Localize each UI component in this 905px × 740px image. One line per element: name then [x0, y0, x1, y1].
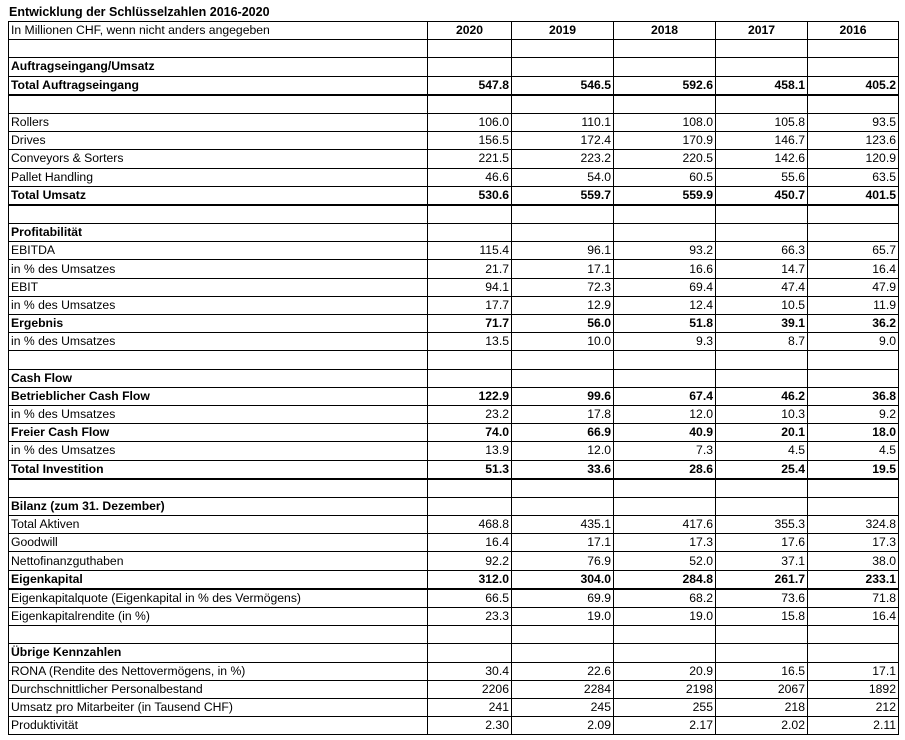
value-cell[interactable]: 223.2: [512, 150, 614, 168]
value-cell[interactable]: [614, 369, 716, 387]
value-cell[interactable]: 11.9: [808, 296, 899, 314]
value-cell[interactable]: [428, 40, 512, 58]
value-cell[interactable]: 10.5: [716, 296, 808, 314]
row-label-cell[interactable]: in % des Umsatzes: [9, 296, 428, 314]
section-heading-row: [9, 644, 899, 662]
value-cell[interactable]: [512, 479, 614, 498]
value-cell[interactable]: 156.5: [428, 132, 512, 150]
row-label-cell[interactable]: Total Auftragseingang: [9, 76, 428, 95]
value-cell[interactable]: 255: [614, 698, 716, 716]
key-figures-table: [8, 21, 899, 735]
value-cell[interactable]: 73.6: [716, 589, 808, 608]
value-cell[interactable]: 15.8: [716, 608, 808, 626]
value-cell[interactable]: 21.7: [428, 260, 512, 278]
value-cell[interactable]: 99.6: [512, 387, 614, 405]
value-cell[interactable]: 22.6: [512, 662, 614, 680]
table-row: [9, 534, 899, 552]
value-cell[interactable]: [808, 40, 899, 58]
table-row: [9, 296, 899, 314]
section-heading-row: [9, 224, 899, 242]
row-label-cell[interactable]: [9, 205, 428, 224]
value-cell[interactable]: 1892: [808, 680, 899, 698]
value-cell[interactable]: 47.4: [716, 278, 808, 296]
value-cell[interactable]: 38.0: [808, 552, 899, 570]
value-cell[interactable]: 2198: [614, 680, 716, 698]
value-cell[interactable]: 9.0: [808, 333, 899, 351]
value-cell[interactable]: 530.6: [428, 186, 512, 205]
value-cell[interactable]: [428, 626, 512, 644]
blank-row: [9, 479, 899, 498]
value-cell[interactable]: 18.0: [808, 424, 899, 442]
value-cell[interactable]: 71.8: [808, 589, 899, 608]
value-cell[interactable]: [512, 626, 614, 644]
value-cell[interactable]: [512, 351, 614, 369]
value-cell[interactable]: [808, 58, 899, 76]
row-label-cell[interactable]: Auftragseingang/Umsatz: [9, 58, 428, 76]
value-cell[interactable]: 468.8: [428, 516, 512, 534]
value-cell[interactable]: 450.7: [716, 186, 808, 205]
value-cell[interactable]: 17.1: [512, 260, 614, 278]
value-cell[interactable]: 2067: [716, 680, 808, 698]
row-label-cell[interactable]: Drives: [9, 132, 428, 150]
row-label-cell[interactable]: Betrieblicher Cash Flow: [9, 387, 428, 405]
value-cell[interactable]: [808, 644, 899, 662]
value-cell[interactable]: 67.4: [614, 387, 716, 405]
table-row: [9, 242, 899, 260]
value-cell[interactable]: 36.2: [808, 315, 899, 333]
row-label-cell[interactable]: Profitabilität: [9, 224, 428, 242]
value-cell[interactable]: 51.8: [614, 315, 716, 333]
total-row: [9, 186, 899, 205]
value-cell[interactable]: 69.4: [614, 278, 716, 296]
value-cell[interactable]: 417.6: [614, 516, 716, 534]
header-label-cell[interactable]: In Millionen CHF, wenn nicht anders angegeben: [9, 22, 428, 40]
value-cell[interactable]: 72.3: [512, 278, 614, 296]
value-cell[interactable]: [614, 479, 716, 498]
value-cell[interactable]: 9.2: [808, 405, 899, 423]
value-cell[interactable]: [716, 497, 808, 515]
value-cell[interactable]: [716, 224, 808, 242]
value-cell[interactable]: 40.9: [614, 424, 716, 442]
value-cell[interactable]: 546.5: [512, 76, 614, 95]
table-row: [9, 333, 899, 351]
value-cell[interactable]: 559.9: [614, 186, 716, 205]
row-label-cell[interactable]: Produktivität: [9, 717, 428, 735]
value-cell[interactable]: [614, 205, 716, 224]
row-label-cell[interactable]: in % des Umsatzes: [9, 260, 428, 278]
value-cell[interactable]: 261.7: [716, 570, 808, 589]
row-label-cell[interactable]: Total Aktiven: [9, 516, 428, 534]
value-cell[interactable]: 2.02: [716, 717, 808, 735]
value-cell[interactable]: 17.3: [614, 534, 716, 552]
table-row: [9, 150, 899, 168]
value-cell[interactable]: 304.0: [512, 570, 614, 589]
row-label-cell[interactable]: [9, 351, 428, 369]
table-row: [9, 516, 899, 534]
section-heading-row: [9, 369, 899, 387]
value-cell[interactable]: 110.1: [512, 113, 614, 131]
value-cell[interactable]: 401.5: [808, 186, 899, 205]
row-label-cell[interactable]: in % des Umsatzes: [9, 405, 428, 423]
value-cell[interactable]: 324.8: [808, 516, 899, 534]
total-row: [9, 570, 899, 589]
value-cell[interactable]: [808, 479, 899, 498]
value-cell[interactable]: [614, 644, 716, 662]
value-cell[interactable]: 16.5: [716, 662, 808, 680]
table-row: [9, 442, 899, 460]
value-cell[interactable]: 8.7: [716, 333, 808, 351]
value-cell[interactable]: 76.9: [512, 552, 614, 570]
value-cell[interactable]: 66.9: [512, 424, 614, 442]
value-cell[interactable]: 16.4: [808, 260, 899, 278]
table-row: [9, 589, 899, 608]
value-cell[interactable]: 19.0: [512, 608, 614, 626]
value-cell[interactable]: 2.17: [614, 717, 716, 735]
value-cell[interactable]: 52.0: [614, 552, 716, 570]
row-label-cell[interactable]: Eigenkapitalquote (Eigenkapital in % des Vermögens): [9, 589, 428, 608]
blank-row: [9, 351, 899, 369]
value-cell[interactable]: 60.5: [614, 168, 716, 186]
value-cell[interactable]: [808, 95, 899, 114]
value-cell[interactable]: 405.2: [808, 76, 899, 95]
table-row: [9, 405, 899, 423]
value-cell[interactable]: 233.1: [808, 570, 899, 589]
value-cell[interactable]: 13.5: [428, 333, 512, 351]
table-row: [9, 717, 899, 735]
row-label-cell[interactable]: Durchschnittlicher Personalbestand: [9, 680, 428, 698]
value-cell[interactable]: [808, 205, 899, 224]
header-row: [9, 22, 899, 40]
value-cell[interactable]: 10.3: [716, 405, 808, 423]
value-cell[interactable]: [428, 58, 512, 76]
table-row: [9, 662, 899, 680]
value-cell[interactable]: [614, 626, 716, 644]
value-cell[interactable]: 93.5: [808, 113, 899, 131]
value-cell[interactable]: 458.1: [716, 76, 808, 95]
row-label-cell[interactable]: EBIT: [9, 278, 428, 296]
table-row: [9, 132, 899, 150]
value-cell[interactable]: [716, 369, 808, 387]
value-cell[interactable]: 2206: [428, 680, 512, 698]
value-cell[interactable]: [428, 205, 512, 224]
value-cell[interactable]: [808, 224, 899, 242]
value-cell[interactable]: 16.6: [614, 260, 716, 278]
table-row: [9, 260, 899, 278]
value-cell[interactable]: 65.7: [808, 242, 899, 260]
value-cell[interactable]: [428, 95, 512, 114]
value-cell[interactable]: [428, 369, 512, 387]
blank-row: [9, 205, 899, 224]
value-cell[interactable]: 17.7: [428, 296, 512, 314]
value-cell[interactable]: 23.2: [428, 405, 512, 423]
value-cell[interactable]: 30.4: [428, 662, 512, 680]
row-label-cell[interactable]: Freier Cash Flow: [9, 424, 428, 442]
header-year-cell[interactable]: 2016: [808, 22, 899, 40]
value-cell[interactable]: 592.6: [614, 76, 716, 95]
value-cell[interactable]: 4.5: [808, 442, 899, 460]
value-cell[interactable]: 54.0: [512, 168, 614, 186]
value-cell[interactable]: 241: [428, 698, 512, 716]
value-cell[interactable]: 74.0: [428, 424, 512, 442]
row-label-cell[interactable]: Conveyors & Sorters: [9, 150, 428, 168]
row-label-cell[interactable]: Pallet Handling: [9, 168, 428, 186]
value-cell[interactable]: 46.2: [716, 387, 808, 405]
row-label-cell[interactable]: in % des Umsatzes: [9, 333, 428, 351]
value-cell[interactable]: 46.6: [428, 168, 512, 186]
row-label-cell[interactable]: [9, 95, 428, 114]
table-body: [9, 22, 899, 735]
value-cell[interactable]: 39.1: [716, 315, 808, 333]
value-cell[interactable]: 71.7: [428, 315, 512, 333]
value-cell[interactable]: [428, 644, 512, 662]
table-row: [9, 278, 899, 296]
value-cell[interactable]: 106.0: [428, 113, 512, 131]
value-cell[interactable]: 221.5: [428, 150, 512, 168]
table-row: [9, 424, 899, 442]
value-cell[interactable]: 16.4: [428, 534, 512, 552]
value-cell[interactable]: 2.11: [808, 717, 899, 735]
value-cell[interactable]: [512, 644, 614, 662]
value-cell[interactable]: 96.1: [512, 242, 614, 260]
row-label-cell[interactable]: [9, 40, 428, 58]
table-row: [9, 680, 899, 698]
row-label-cell[interactable]: RONA (Rendite des Nettovermögens, in %): [9, 662, 428, 680]
value-cell[interactable]: [716, 205, 808, 224]
table-row: [9, 698, 899, 716]
value-cell[interactable]: [512, 40, 614, 58]
row-label-cell[interactable]: [9, 479, 428, 498]
value-cell[interactable]: 47.9: [808, 278, 899, 296]
value-cell[interactable]: [716, 479, 808, 498]
value-cell[interactable]: 10.0: [512, 333, 614, 351]
value-cell[interactable]: 94.1: [428, 278, 512, 296]
blank-row: [9, 95, 899, 114]
section-heading-row: [9, 58, 899, 76]
table-row: [9, 552, 899, 570]
header-year-cell[interactable]: 2017: [716, 22, 808, 40]
value-cell[interactable]: 14.7: [716, 260, 808, 278]
row-label-cell[interactable]: Bilanz (zum 31. Dezember): [9, 497, 428, 515]
blank-row: [9, 626, 899, 644]
header-year-cell[interactable]: 2018: [614, 22, 716, 40]
value-cell[interactable]: [512, 224, 614, 242]
row-label-cell[interactable]: Total Investition: [9, 460, 428, 479]
value-cell[interactable]: 105.8: [716, 113, 808, 131]
table-row: [9, 113, 899, 131]
value-cell[interactable]: [716, 644, 808, 662]
value-cell[interactable]: [512, 205, 614, 224]
value-cell[interactable]: 93.2: [614, 242, 716, 260]
value-cell[interactable]: 20.9: [614, 662, 716, 680]
value-cell[interactable]: [512, 95, 614, 114]
value-cell[interactable]: 17.3: [808, 534, 899, 552]
value-cell[interactable]: [716, 351, 808, 369]
value-cell[interactable]: 312.0: [428, 570, 512, 589]
row-label-cell[interactable]: Umsatz pro Mitarbeiter (in Tausend CHF): [9, 698, 428, 716]
value-cell[interactable]: [808, 626, 899, 644]
table-row: [9, 387, 899, 405]
value-cell[interactable]: [808, 369, 899, 387]
value-cell[interactable]: 7.3: [614, 442, 716, 460]
row-label-cell[interactable]: Total Umsatz: [9, 186, 428, 205]
value-cell[interactable]: 4.5: [716, 442, 808, 460]
value-cell[interactable]: 547.8: [428, 76, 512, 95]
value-cell[interactable]: [808, 351, 899, 369]
table-title: Entwicklung der Schlüsselzahlen 2016-2020: [9, 5, 270, 19]
value-cell[interactable]: 108.0: [614, 113, 716, 131]
value-cell[interactable]: [614, 224, 716, 242]
value-cell[interactable]: 12.4: [614, 296, 716, 314]
value-cell[interactable]: 122.9: [428, 387, 512, 405]
value-cell[interactable]: 19.0: [614, 608, 716, 626]
value-cell[interactable]: 146.7: [716, 132, 808, 150]
value-cell[interactable]: 66.5: [428, 589, 512, 608]
value-cell[interactable]: [614, 95, 716, 114]
value-cell[interactable]: [614, 40, 716, 58]
value-cell[interactable]: 55.6: [716, 168, 808, 186]
table-row: [9, 168, 899, 186]
value-cell[interactable]: [808, 497, 899, 515]
value-cell[interactable]: 68.2: [614, 589, 716, 608]
row-label-cell[interactable]: Cash Flow: [9, 369, 428, 387]
value-cell[interactable]: 12.0: [614, 405, 716, 423]
row-label-cell[interactable]: [9, 626, 428, 644]
value-cell[interactable]: 120.9: [808, 150, 899, 168]
value-cell[interactable]: 69.9: [512, 589, 614, 608]
row-label-cell[interactable]: Eigenkapitalrendite (in %): [9, 608, 428, 626]
value-cell[interactable]: 12.0: [512, 442, 614, 460]
value-cell[interactable]: 2284: [512, 680, 614, 698]
value-cell[interactable]: [428, 479, 512, 498]
value-cell[interactable]: 142.6: [716, 150, 808, 168]
value-cell[interactable]: [428, 497, 512, 515]
blank-row: [9, 40, 899, 58]
value-cell[interactable]: 37.1: [716, 552, 808, 570]
value-cell[interactable]: 559.7: [512, 186, 614, 205]
value-cell[interactable]: 2.09: [512, 717, 614, 735]
value-cell[interactable]: [716, 58, 808, 76]
value-cell[interactable]: 2.30: [428, 717, 512, 735]
value-cell[interactable]: [512, 497, 614, 515]
value-cell[interactable]: [512, 58, 614, 76]
row-label-cell[interactable]: Nettofinanzguthaben: [9, 552, 428, 570]
value-cell[interactable]: 115.4: [428, 242, 512, 260]
row-label-cell[interactable]: Rollers: [9, 113, 428, 131]
total-row: [9, 460, 899, 479]
value-cell[interactable]: 13.9: [428, 442, 512, 460]
value-cell[interactable]: [614, 58, 716, 76]
value-cell[interactable]: 19.5: [808, 460, 899, 479]
value-cell[interactable]: 20.1: [716, 424, 808, 442]
value-cell[interactable]: [428, 224, 512, 242]
value-cell[interactable]: 23.3: [428, 608, 512, 626]
value-cell[interactable]: [614, 497, 716, 515]
value-cell[interactable]: 284.8: [614, 570, 716, 589]
value-cell[interactable]: 435.1: [512, 516, 614, 534]
value-cell[interactable]: 17.1: [808, 662, 899, 680]
section-heading-row: [9, 497, 899, 515]
value-cell[interactable]: [614, 351, 716, 369]
row-label-cell[interactable]: Eigenkapital: [9, 570, 428, 589]
value-cell[interactable]: 33.6: [512, 460, 614, 479]
value-cell[interactable]: 36.8: [808, 387, 899, 405]
value-cell[interactable]: 16.4: [808, 608, 899, 626]
value-cell[interactable]: 9.3: [614, 333, 716, 351]
value-cell[interactable]: [716, 40, 808, 58]
value-cell[interactable]: 63.5: [808, 168, 899, 186]
row-label-cell[interactable]: Goodwill: [9, 534, 428, 552]
value-cell[interactable]: 51.3: [428, 460, 512, 479]
value-cell[interactable]: [428, 351, 512, 369]
total-row: [9, 76, 899, 95]
value-cell[interactable]: [716, 626, 808, 644]
value-cell[interactable]: 245: [512, 698, 614, 716]
value-cell[interactable]: 12.9: [512, 296, 614, 314]
value-cell[interactable]: 17.1: [512, 534, 614, 552]
value-cell[interactable]: 25.4: [716, 460, 808, 479]
row-label-cell[interactable]: EBITDA: [9, 242, 428, 260]
value-cell[interactable]: 92.2: [428, 552, 512, 570]
value-cell[interactable]: [512, 369, 614, 387]
value-cell[interactable]: 355.3: [716, 516, 808, 534]
value-cell[interactable]: 17.6: [716, 534, 808, 552]
value-cell[interactable]: 218: [716, 698, 808, 716]
value-cell[interactable]: 56.0: [512, 315, 614, 333]
header-year-cell[interactable]: 2019: [512, 22, 614, 40]
row-label-cell[interactable]: in % des Umsatzes: [9, 442, 428, 460]
value-cell[interactable]: 123.6: [808, 132, 899, 150]
value-cell[interactable]: 212: [808, 698, 899, 716]
value-cell[interactable]: 28.6: [614, 460, 716, 479]
value-cell[interactable]: 220.5: [614, 150, 716, 168]
header-year-cell[interactable]: 2020: [428, 22, 512, 40]
table-row: [9, 608, 899, 626]
value-cell[interactable]: 172.4: [512, 132, 614, 150]
row-label-cell[interactable]: Übrige Kennzahlen: [9, 644, 428, 662]
value-cell[interactable]: 170.9: [614, 132, 716, 150]
value-cell[interactable]: [716, 95, 808, 114]
table-row: [9, 315, 899, 333]
value-cell[interactable]: 17.8: [512, 405, 614, 423]
value-cell[interactable]: 66.3: [716, 242, 808, 260]
row-label-cell[interactable]: Ergebnis: [9, 315, 428, 333]
